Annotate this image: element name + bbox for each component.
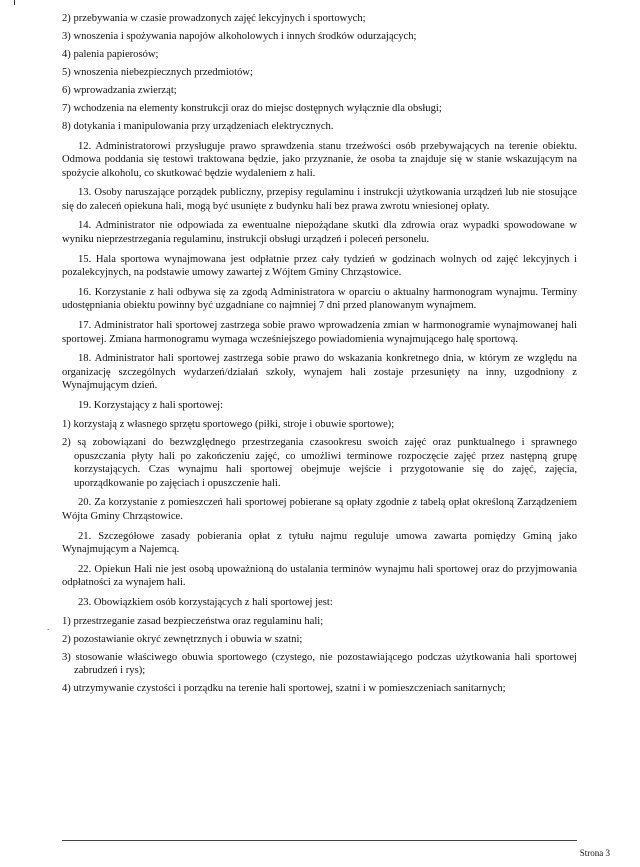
paragraph: 16. Korzystanie z hali odbywa się za zgodą Administratora w oparciu o aktualny harmonogram wynajmu. Terminy udostępniania obiektu powinny być uzgadniane co najmniej 7 dni przed planowanym wynajmem. (62, 286, 577, 312)
paragraph: 17. Administrator hali sportowej zastrzega sobie prawo wprowadzenia zmian w harmonogramie wynajmowanej hali sportowej. Zmiana harmonogramu wymaga wcześniejszego powiadomienia wynajmującego halę sportową. (62, 320, 577, 345)
paragraph: 21. Szczegółowe zasady pobierania opłat z tytułu najmu reguluje umowa zawarta pomiędzy Gminą jako Wynajmującym a Najemcą. (62, 530, 577, 556)
prohibitions-list (62, 12, 577, 134)
list-item: 4) utrzymywanie czystości i porządku na terenie hali sportowej, szatni i w pomieszczeniach sanitarnych; (62, 683, 506, 695)
list-item: 3) wnoszenia i spożywania napojów alkoholowych i innych środków odurzających; (62, 30, 417, 42)
paragraphs-20-23 (62, 496, 577, 609)
scan-mark (14, 0, 15, 5)
list-item: 8) dotykania i manipulowania przy urządzeniach elektrycznych. (62, 120, 334, 132)
document-body (62, 12, 577, 700)
paragraph: 15. Hala sportowa wynajmowana jest odpłatnie przez cały tydzień w godzinach wolnych od zajęć lekcyjnych i pozalekcyjnych, na podstawie umowy zawartej z Wójtem Gminy Chrząstowice. (62, 253, 577, 279)
paragraph: 20. Za korzystanie z pomieszczeń hali sportowej pobierane są opłaty zgodnie z tabelą opłat określoną Zarządzeniem Wójta Gminy Chrząstowice. (62, 497, 577, 522)
paragraphs-12-19 (62, 140, 577, 413)
list-item: 2) przebywania w czasie prowadzonych zajęć lekcyjnych i sportowych; (62, 13, 366, 24)
paragraph: 14. Administrator nie odpowiada za ewentualne niepożądane skutki dla zdrowia oraz wypadki spowodowane w wyniku nieprzestrzegania regulaminu, instrukcji obsługi urządzeń i poleceń personelu. (62, 220, 577, 246)
paragraph: 19. Korzystający z hali sportowej: (78, 400, 224, 411)
list-item: 6) wprowadzania zwierząt; (62, 84, 177, 96)
paragraph: 13. Osoby naruszające porządek publiczny, przepisy regulaminu i instrukcji użytkowania urządzeń lub nie stosujące się do zaleceń opiekuna hali, mogą być usunięte z budynku hali bez prawa zwrotu wniesionej opłaty. (62, 187, 577, 212)
list-item: 2) są zobowiązani do bezwzględnego przestrzegania czasookresu swoich zajęć oraz punktualnego i sprawnego opuszczania płyty hali po zakończeniu zajęć, co umożliwi terminowe rozpoczęcie zajęć przez następną grupę korzystających. Czas wynajmu hali sportowej obejmuje wejście i przygotowanie się do zajęć, zajęcia, uporządkowanie po zajęciach i opuszczenie hali. (62, 436, 577, 489)
paragraph: 12. Administratorowi przysługuje prawo sprawdzenia stanu trzeźwości osób przebywających na terenie obiektu. Odmowa poddania się testowi traktowana będzie, jako przyznanie, że osoba ta znajduje się w stanie wskazującym na spożycie alkoholu, co skutkować będzie wydaleniem z hali. (62, 140, 577, 179)
paragraph: 22. Opiekun Hali nie jest osobą upoważnioną do ustalania terminów wynajmu hali sportowej oraz do przyjmowania odpłatności za wynajem hali. (62, 563, 577, 589)
footer-divider (62, 840, 577, 841)
list-item: 7) wchodzenia na elementy konstrukcji oraz do miejsc dostępnych wyłącznie dla obsługi; (62, 102, 442, 114)
list-item: 4) palenia papierosów; (62, 48, 159, 60)
list-item: 5) wnoszenia niebezpiecznych przedmiotów; (62, 66, 253, 78)
list-item: 3) stosowanie właściwego obuwia sportowego (czystego, nie pozostawiającego podczas użytkowania hali sportowej zabrudzeń i rys); (62, 651, 577, 677)
list-item: 1) przestrzeganie zasad bezpieczeństwa oraz regulaminu hali; (62, 615, 324, 627)
list-item: 2) pozostawianie okryć zewnętrznych i obuwia w szatni; (62, 633, 303, 645)
page-number: Strona 3 (579, 848, 610, 858)
list-23 (62, 615, 577, 696)
list-item: 1) korzystają z własnego sprzętu sportowego (piłki, stroje i obuwie sportowe); (62, 418, 395, 430)
list-19 (62, 418, 577, 490)
paragraph: 23. Obowiązkiem osób korzystających z hali sportowej jest: (78, 596, 333, 608)
paragraph: 18. Administrator hali sportowej zastrzega sobie prawo do wskazania konkretnego dnia, w którym ze względu na organizację szczególnych wydarzeń/działań szkoły, wynajem hali zostaje przesunięty na inny, uzgodniony z Wynajmującym dzień. (62, 353, 577, 392)
margin-dot: . (47, 622, 50, 632)
